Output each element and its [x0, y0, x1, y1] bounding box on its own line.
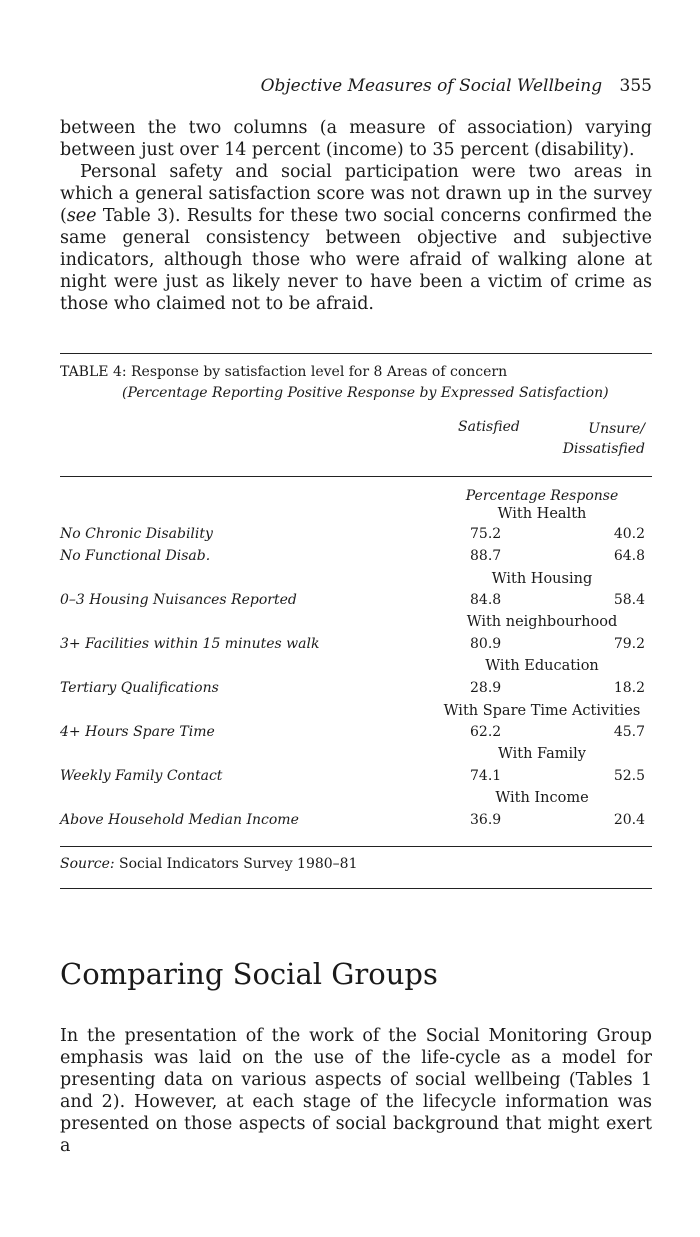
source-label: Source: [60, 856, 115, 872]
source-text: Social Indicators Survey 1980–81 [119, 856, 358, 872]
table-cell-dissatisfied: 18.2 [613, 680, 645, 696]
section-heading: Comparing Social Groups [60, 957, 438, 991]
table-cell-dissatisfied: 45.7 [613, 724, 645, 740]
section-paragraph: In the presentation of the work of the Social Monitoring Group emphasis was laid on the use of the life-cycle as a model for presenting data on various aspects of social wellbeing (Tables 1 and 2). However, at each stage of the lifecycle information was presented on those aspects of social background that might exert a [60, 1026, 652, 1156]
group-label: With Income [495, 790, 589, 806]
table-end-rule [60, 888, 652, 889]
percentage-response-label: Percentage Response [465, 488, 619, 504]
table-row-label: 4+ Hours Spare Time [60, 724, 215, 740]
table-cell-satisfied: 62.2 [470, 724, 502, 740]
table-subcaption: (Percentage Reporting Positive Response by Expressed Satisfaction) [122, 385, 609, 401]
intro-paragraph-1: between the two columns (a measure of association) varying between just over 14 percent (income) to 35 percent (disability). [60, 118, 652, 160]
group-label: With neighbourhood [466, 614, 618, 630]
group-label: With Family [498, 746, 586, 762]
table-cell-satisfied: 88.7 [470, 548, 502, 564]
table-cell-dissatisfied: 64.8 [613, 548, 645, 564]
group-label: With Health [497, 506, 587, 522]
table-row-label: Tertiary Qualifications [60, 680, 219, 696]
group-label: With Housing [491, 571, 593, 587]
section-body [60, 1025, 652, 1157]
column-header-unsure: Unsure/ [588, 421, 645, 437]
table-caption: TABLE 4: Response by satisfaction level for 8 Areas of concern [60, 364, 508, 380]
table-cell-dissatisfied: 52.5 [613, 768, 645, 784]
table-cell-satisfied: 75.2 [470, 526, 502, 542]
table-cell-dissatisfied: 79.2 [613, 636, 645, 652]
table-header-rule [60, 476, 652, 477]
table-row-label: Above Household Median Income [60, 812, 299, 828]
intro-p2-end: Table 3). Results for these two social concerns confirmed the same general consistency between objective and subjective indicators, although those who were afraid of walking alone at night were just as likely never to have been a victim of crime as those who claimed not to be afraid. [60, 206, 652, 314]
column-header-dissatisfied: Dissatisfied [562, 441, 645, 457]
table-cell-satisfied: 36.9 [470, 812, 502, 828]
table-source [60, 855, 358, 873]
table-cell-dissatisfied: 20.4 [613, 812, 645, 828]
table-cell-satisfied: 80.9 [470, 636, 502, 652]
table-row-label: 0–3 Housing Nuisances Reported [60, 592, 297, 608]
table-row-label: No Functional Disab. [60, 548, 211, 564]
table-cell-dissatisfied: 58.4 [613, 592, 645, 608]
intro-p2-start: Personal safety and social participation were two areas in which a general satisfaction score was not drawn up in the survey ( [60, 162, 652, 226]
table-row-label: No Chronic Disability [60, 526, 213, 542]
intro-paragraph-2 [60, 161, 652, 315]
intro-text [60, 117, 652, 315]
table-cell-satisfied: 84.8 [470, 592, 502, 608]
table-row-label: Weekly Family Contact [60, 768, 223, 784]
table-row-label: 3+ Facilities within 15 minutes walk [60, 636, 320, 652]
running-header [60, 76, 652, 96]
table-cell-satisfied: 74.1 [470, 768, 502, 784]
group-label: With Spare Time Activities [443, 703, 641, 719]
group-label: With Education [485, 658, 599, 674]
running-title: Objective Measures of Social Wellbeing [260, 76, 603, 96]
table-bottom-rule [60, 846, 652, 847]
intro-p2-see: see [66, 206, 97, 226]
column-header-satisfied: Satisfied [458, 419, 520, 435]
table-cell-satisfied: 28.9 [470, 680, 502, 696]
table-cell-dissatisfied: 40.2 [613, 526, 645, 542]
table-top-rule [60, 353, 652, 354]
page-number: 355 [619, 76, 652, 96]
